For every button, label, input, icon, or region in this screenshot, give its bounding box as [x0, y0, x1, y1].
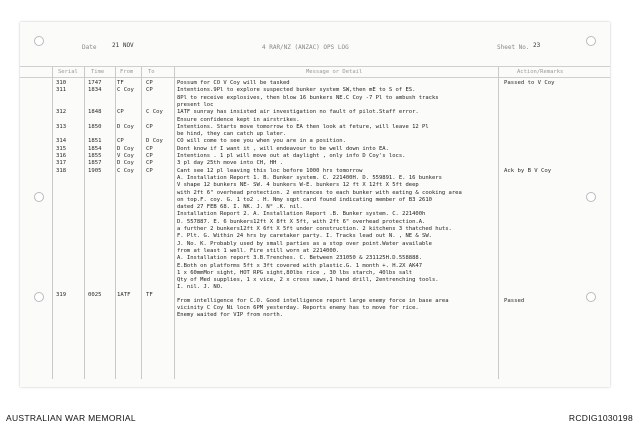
message-line: V shape 12 bunkers NE- SW. 4 bunkers W-E. bunkers 12 ft X 12ft X 5ft deep: [177, 182, 419, 189]
message-line: Ensure confidence kept in airstrikes.: [177, 116, 300, 123]
sheet-label: Sheet No.: [497, 44, 530, 51]
message-line: E.Both on platforms 5ft x 3ft covered with plastic.G. 1 month +. H.2X AK47: [177, 262, 423, 269]
date-value: 21 NOV: [112, 42, 134, 49]
message-line: from at least 1 well. Fire still worn at 2214000.: [177, 247, 340, 254]
row-serial: 314: [56, 138, 67, 145]
row-time: 1848: [88, 109, 102, 116]
row-time: 1851: [88, 138, 102, 145]
row-to: CP: [146, 167, 153, 174]
message-line: Dont know if I want it , will endeavour to be well down into EA.: [177, 145, 389, 152]
message-line: with 2ft 6" overhead protection. 2 entrances to each bunker with eating & cooking area: [177, 189, 462, 196]
date-label: Date: [82, 44, 97, 51]
column-rule: [141, 67, 142, 379]
column-header-from: From: [120, 69, 134, 75]
message-line: Qty of Med supplies, 1 x vice, 2 x cross saws,1 hand drill, 2entrenching tools.: [177, 277, 439, 284]
message-line: CO will come to see you when you are in a position.: [177, 138, 346, 145]
column-header-action: Action/Remarks: [517, 69, 564, 75]
table-header-rule: [20, 77, 610, 78]
row-time: 1850: [88, 123, 102, 130]
message-line: Intentions . 1 pl will move out at daylight , only info D Coy's locs.: [177, 153, 406, 159]
message-line: I. nil. J. NO.: [177, 284, 224, 291]
row-time: 1747: [88, 80, 102, 86]
row-serial: 310: [56, 80, 67, 86]
message-line: A. Installation Report 1. B. Bunker system. C. 221400H. D. 559891. E. 16 bunkers: [177, 174, 442, 181]
message-line: a further 2 bunkers12ft X 6ft X 5ft under construction. 2 kitchens 3 thatched huts.: [177, 226, 452, 232]
row-to: D Coy: [146, 138, 163, 145]
punch-hole: [586, 292, 596, 302]
message-line: 3 pl day 25th move into CH, HH .: [177, 160, 283, 167]
message-line: A. Installation report 3.B.Trenches. C. Between 231050 & 231125H.D.558888.: [177, 255, 423, 262]
row-serial: 317: [56, 160, 67, 167]
log-sheet: [20, 22, 610, 387]
remark-text: Ack by B V Coy: [504, 167, 552, 174]
row-from: 1ATF: [117, 291, 131, 298]
message-line: F. Plt. G. Within 24 hrs by caretaker party. I. Tracks lead out N. , NE & SW.: [177, 233, 432, 240]
column-header-to: To: [148, 69, 155, 75]
message-line: D. 557887. E. 6 bunkers12ft X 8ft X 5ft, with 2ft 6" overhead protection.A.: [177, 218, 426, 225]
footer-id: RCDIG1030198: [568, 413, 633, 423]
column-rule: [52, 67, 53, 379]
remark-text: Passed to V Coy: [504, 80, 555, 86]
message-line: 1ATF sunray has insisted air investigation no fault of pilot.Staff error.: [177, 109, 419, 116]
punch-hole: [34, 36, 44, 46]
message-line: J. No. K. Probably used by small parties as a stop over point.Water available: [177, 240, 432, 247]
column-header-time: Time: [91, 69, 105, 75]
column-rule: [84, 67, 85, 379]
row-to: TF: [146, 291, 153, 298]
row-time: 1905: [88, 167, 102, 174]
footer-source: AUSTRALIAN WAR MEMORIAL: [6, 413, 136, 423]
message-line: Enemy waited for VIP from north.: [177, 312, 283, 319]
column-header-serial: Serial: [58, 69, 78, 75]
message-line: 8Pl to receive explosives, then blow 16 bunkers NE.C Coy -7 Pl to ambush tracks: [177, 94, 439, 101]
row-time: 0025: [88, 291, 102, 298]
table-top-rule: [20, 66, 610, 67]
message-line: Installation Report 2. A. Installation Report .B. Bunker system. C. 221400h: [177, 211, 426, 218]
message-line: Cant see 12 pl leaving this loc before 1000 hrs tomorrow: [177, 167, 363, 174]
row-from: TF: [117, 80, 124, 86]
row-time: 1855: [88, 153, 102, 159]
message-line: be hind, they can catch up later.: [177, 131, 287, 138]
row-time: 1834: [88, 87, 102, 94]
column-rule: [498, 67, 499, 379]
message-line: present loc: [177, 101, 214, 108]
punch-hole: [586, 192, 596, 202]
row-time: 1857: [88, 160, 102, 167]
row-serial: 319: [56, 291, 67, 298]
row-to: CP: [146, 145, 153, 152]
row-to: CP: [146, 87, 153, 94]
row-to: CP: [146, 160, 153, 167]
message-line: on top.F. coy. G. 1 to2 . H. Nmy sqpt card found indicating member of B3 2610: [177, 196, 432, 203]
message-line: From intelligence for C.O. Good intelligence report large enemy force in base area: [177, 297, 449, 304]
row-from: C Coy: [117, 87, 134, 94]
message-line: dated 27 FEB 68. I. NK. J. N° .K. nil.: [177, 204, 303, 211]
row-from: CP: [117, 109, 124, 116]
row-serial: 312: [56, 109, 67, 116]
column-rule: [174, 67, 175, 379]
row-serial: 315: [56, 145, 67, 152]
row-serial: 311: [56, 87, 67, 94]
column-rule: [115, 67, 116, 379]
row-from: V Coy: [117, 153, 134, 159]
message-line: Intentions. Starts move tomorrow to EA then look at feture, will leave 12 Pl: [177, 123, 429, 130]
row-serial: 316: [56, 153, 67, 159]
row-from: D Coy: [117, 123, 134, 130]
row-to: CP: [146, 153, 153, 159]
row-from: CP: [117, 138, 124, 145]
punch-hole: [586, 36, 596, 46]
punch-hole: [34, 192, 44, 202]
remark-text: Passed: [504, 297, 525, 304]
row-from: C Coy: [117, 167, 134, 174]
sheet-value: 23: [533, 42, 541, 49]
column-header-message: Message or Detail: [306, 69, 363, 75]
message-line: vicinity C Coy Ni locn 6PM yesterday. Reports enemy has to move for rice.: [177, 305, 419, 311]
row-to: CP: [146, 80, 153, 86]
message-line: 1 x 60mmMor sight, HOT RPG sight,80lbs rice , 30 lbs starch, 40lbs salt: [177, 269, 413, 276]
message-line: Possum for CO V Coy will be tasked: [177, 80, 290, 86]
row-to: CP: [146, 123, 153, 130]
row-serial: 313: [56, 123, 67, 130]
row-serial: 318: [56, 167, 67, 174]
row-time: 1854: [88, 145, 102, 152]
log-title: 4 RAR/NZ (ANZAC) OPS LOG: [262, 44, 349, 51]
punch-hole: [34, 292, 44, 302]
message-line: Intentions.9Pl to explore suspected bunker system SW,then mE to S of ES.: [177, 87, 416, 94]
row-to: C Coy: [146, 109, 163, 116]
row-from: D Coy: [117, 160, 134, 167]
row-from: D Coy: [117, 145, 134, 152]
